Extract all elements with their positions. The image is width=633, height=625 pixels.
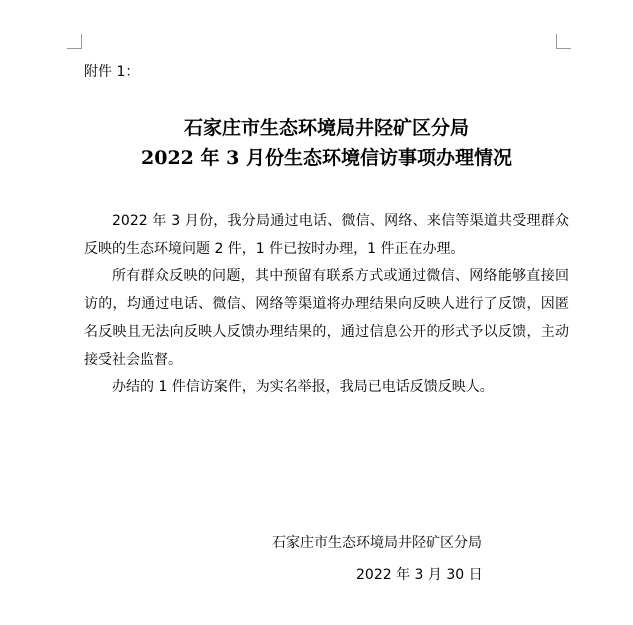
signature-date: 2022 年 3 月 30 日 [356,567,483,583]
top-right-crop-mark [556,34,571,49]
paragraph-summary: 2022 年 3 月份，我分局通过电话、微信、网络、来信等渠道共受理群众反映的生态环境问题 2 件，1 件已按时办理，1 件正在办理。 [84,213,569,257]
attachment-label: 附件 1： [84,64,140,80]
document-body [84,208,569,402]
document-title-line-2: 2022 年 3 月份生态环境信访事项办理情况 [141,147,512,169]
paragraph-feedback: 所有群众反映的问题，其中预留有联系方式或通过微信、网络能够直接回访的，均通过电话、微信、网络等渠道将办理结果向反映人进行了反馈，因匿名反映且无法向反映人反馈办理结果的，通过信息公开的形式予以反馈，主动接受社会监督。 [84,268,569,368]
top-left-crop-mark [67,34,82,49]
signature-organization: 石家庄市生态环境局井陉矿区分局 [272,535,482,551]
document-title-line-1: 石家庄市生态环境局井陉矿区分局 [183,117,469,139]
paragraph-closed-case: 办结的 1 件信访案件，为实名举报，我局已电话反馈反映人。 [112,379,494,396]
